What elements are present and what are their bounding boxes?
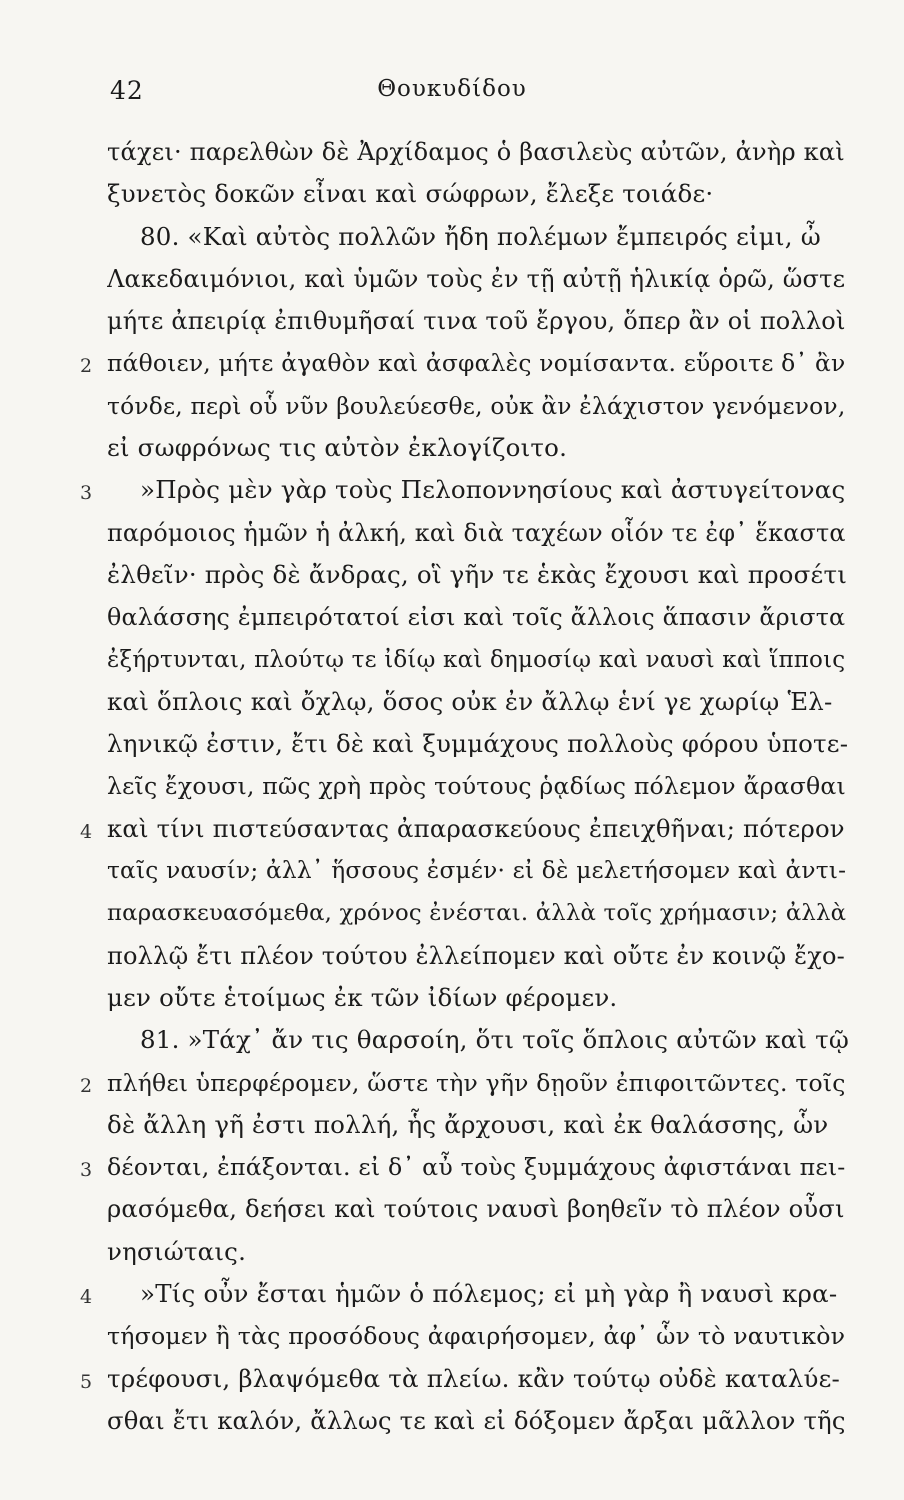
line-text: παρασκευασόμεθα, χρόνος ἐνέσται. ἀλλὰ τοῖς χρήμασιν; ἀλλὰ xyxy=(107,900,847,927)
running-head: Θουκυδίδου xyxy=(377,76,527,102)
text-line xyxy=(0,512,904,554)
text-line xyxy=(0,258,904,300)
line-text: πλήθει ὑπερφέρομεν, ὥστε τὴν γῆν δῃοῦν ἐπιφοιτῶντες. τοῖς xyxy=(107,1068,846,1097)
text-line xyxy=(0,1019,904,1061)
line-text: τάχει· παρελθὼν δὲ Ἀρχίδαμος ὁ βασιλεὺς αὐτῶν, ἀνὴρ καὶ xyxy=(107,138,845,166)
text-line xyxy=(0,681,904,723)
page-number: 42 xyxy=(110,76,144,105)
line-text: Λακεδαιμόνιοι, καὶ ὑμῶν τοὺς ἐν τῇ αὐτῇ ἡλικίᾳ ὁρῶ, ὥστε xyxy=(107,264,846,293)
line-text: θαλάσσης ἐμπειρότατοί εἰσι καὶ τοῖς ἄλλοις ἅπασιν ἄριστα xyxy=(107,603,846,632)
text-line xyxy=(0,173,904,215)
line-text: πολλῷ ἔτι πλέον τούτου ἐλλείπομεν καὶ οὔτε ἐν κοινῷ ἔχο- xyxy=(107,941,845,970)
text-line xyxy=(0,850,904,892)
line-text: 81. »Τάχ᾽ ἄν τις θαρσοίη, ὅτι τοῖς ὅπλοις αὐτῶν καὶ τῷ xyxy=(140,1025,849,1055)
line-text: τρέφουσι, βλαψόμεθα τὰ πλείω. κἂν τούτῳ οὐδὲ καταλύε- xyxy=(107,1363,840,1393)
text-line xyxy=(0,1104,904,1146)
margin-section-number: 2 xyxy=(80,355,93,378)
text-line xyxy=(0,342,904,384)
line-text: ξυνετὸς δοκῶν εἶναι καὶ σώφρων, ἔλεξε τοιάδε· xyxy=(107,179,714,209)
margin-section-number: 4 xyxy=(80,1286,93,1309)
text-line xyxy=(0,892,904,934)
line-text: καὶ τίνι πιστεύσαντας ἀπαρασκεύους ἐπειχθῆναι; πότερον xyxy=(107,813,845,843)
line-text: μήτε ἀπειρίᾳ ἐπιθυμῆσαί τινα τοῦ ἔργου, ὅπερ ἂν οἱ πολλοὶ xyxy=(107,307,846,336)
line-text: μεν οὔτε ἑτοίμως ἐκ τῶν ἰδίων φέρομεν. xyxy=(107,982,618,1012)
line-text: 80. «Καὶ αὐτὸς πολλῶν ἤδη πολέμων ἔμπειρός εἰμι, ὦ xyxy=(140,221,821,251)
line-text: δέονται, ἐπάξονται. εἰ δ᾽ αὖ τοὺς ξυμμάχους ἀφιστάναι πει- xyxy=(107,1153,846,1182)
text-line xyxy=(0,1231,904,1273)
text-line xyxy=(0,765,904,807)
text-line xyxy=(0,216,904,258)
line-text: ἐλθεῖν· πρὸς δὲ ἄνδρας, οἳ γῆν τε ἑκὰς ἔχουσι καὶ προσέτι xyxy=(107,559,848,589)
text-line xyxy=(0,723,904,765)
line-text: νησιώταις. xyxy=(107,1236,247,1266)
line-text: ταῖς ναυσίν; ἀλλ᾽ ἥσσους ἐσμέν· εἰ δὲ μελετήσομεν καὶ ἀντι- xyxy=(107,857,847,885)
line-text: »Τίς οὖν ἔσται ἡμῶν ὁ πόλεμος; εἰ μὴ γὰρ ἢ ναυσὶ κρα- xyxy=(140,1279,838,1309)
text-line xyxy=(0,1146,904,1188)
margin-section-number: 3 xyxy=(80,482,93,505)
text-line xyxy=(0,596,904,638)
text-line xyxy=(0,1273,904,1315)
line-text: λεῖς ἔχουσι, πῶς χρὴ πρὸς τούτους ῥᾳδίως πόλεμον ἄρασθαι xyxy=(107,772,846,801)
text-line xyxy=(0,1315,904,1357)
line-text: τόνδε, περὶ οὗ νῦν βουλεύεσθε, οὐκ ἂν ἐλάχιστον γενόμενον, xyxy=(107,391,846,420)
margin-section-number: 4 xyxy=(80,820,93,843)
page-header xyxy=(0,70,904,110)
line-text: εἰ σωφρόνως τις αὐτὸν ἐκλογίζοιτο. xyxy=(107,433,568,463)
text-line xyxy=(0,554,904,596)
text-line xyxy=(0,1400,904,1442)
text-line xyxy=(0,131,904,173)
line-text: »Πρὸς μὲν γὰρ τοὺς Πελοποννησίους καὶ ἀστυγείτονας xyxy=(140,475,846,505)
line-text: πάθοιεν, μήτε ἀγαθὸν καὶ ἀσφαλὲς νομίσαντα. εὕροιτε δ᾽ ἂν xyxy=(107,349,846,378)
text-line xyxy=(0,639,904,681)
margin-section-number: 3 xyxy=(80,1159,93,1182)
text-line xyxy=(0,935,904,977)
line-text: παρόμοιος ἡμῶν ἡ ἀλκή, καὶ διὰ ταχέων οἷόν τε ἐφ᾽ ἕκαστα xyxy=(107,518,846,547)
line-text: σθαι ἔτι καλόν, ἄλλως τε καὶ εἰ δόξομεν ἄρξαι μᾶλλον τῆς xyxy=(107,1405,846,1435)
text-line xyxy=(0,385,904,427)
margin-section-number: 2 xyxy=(80,1074,93,1097)
text-line xyxy=(0,1188,904,1230)
text-line xyxy=(0,300,904,342)
margin-section-number: 5 xyxy=(80,1370,93,1393)
line-text: δὲ ἄλλη γῆ ἐστι πολλή, ἧς ἄρχουσι, καὶ ἐκ θαλάσσης, ὧν xyxy=(107,1109,829,1139)
text-line xyxy=(0,977,904,1019)
text-line xyxy=(0,469,904,511)
text-line xyxy=(0,1062,904,1104)
line-text: ληνικῷ ἐστιν, ἔτι δὲ καὶ ξυμμάχους πολλοὺς φόρου ὑποτε- xyxy=(107,729,849,759)
text-line xyxy=(0,1358,904,1400)
line-text: ἐξήρτυνται, πλούτῳ τε ἰδίῳ καὶ δημοσίῳ καὶ ναυσὶ καὶ ἵπποις xyxy=(107,646,846,673)
text-line xyxy=(0,808,904,850)
text-line xyxy=(0,427,904,469)
line-text: ρασόμεθα, δεήσει καὶ τούτοις ναυσὶ βοηθεῖν τὸ πλέον οὖσι xyxy=(107,1195,845,1224)
line-text: τήσομεν ἢ τὰς προσόδους ἀφαιρήσομεν, ἀφ᾽ ὧν τὸ ναυτικὸν xyxy=(107,1322,846,1351)
body-text xyxy=(0,131,904,1442)
line-text: καὶ ὅπλοις καὶ ὄχλῳ, ὅσος οὐκ ἐν ἄλλῳ ἑνί γε χωρίῳ Ἑλ- xyxy=(107,686,833,716)
